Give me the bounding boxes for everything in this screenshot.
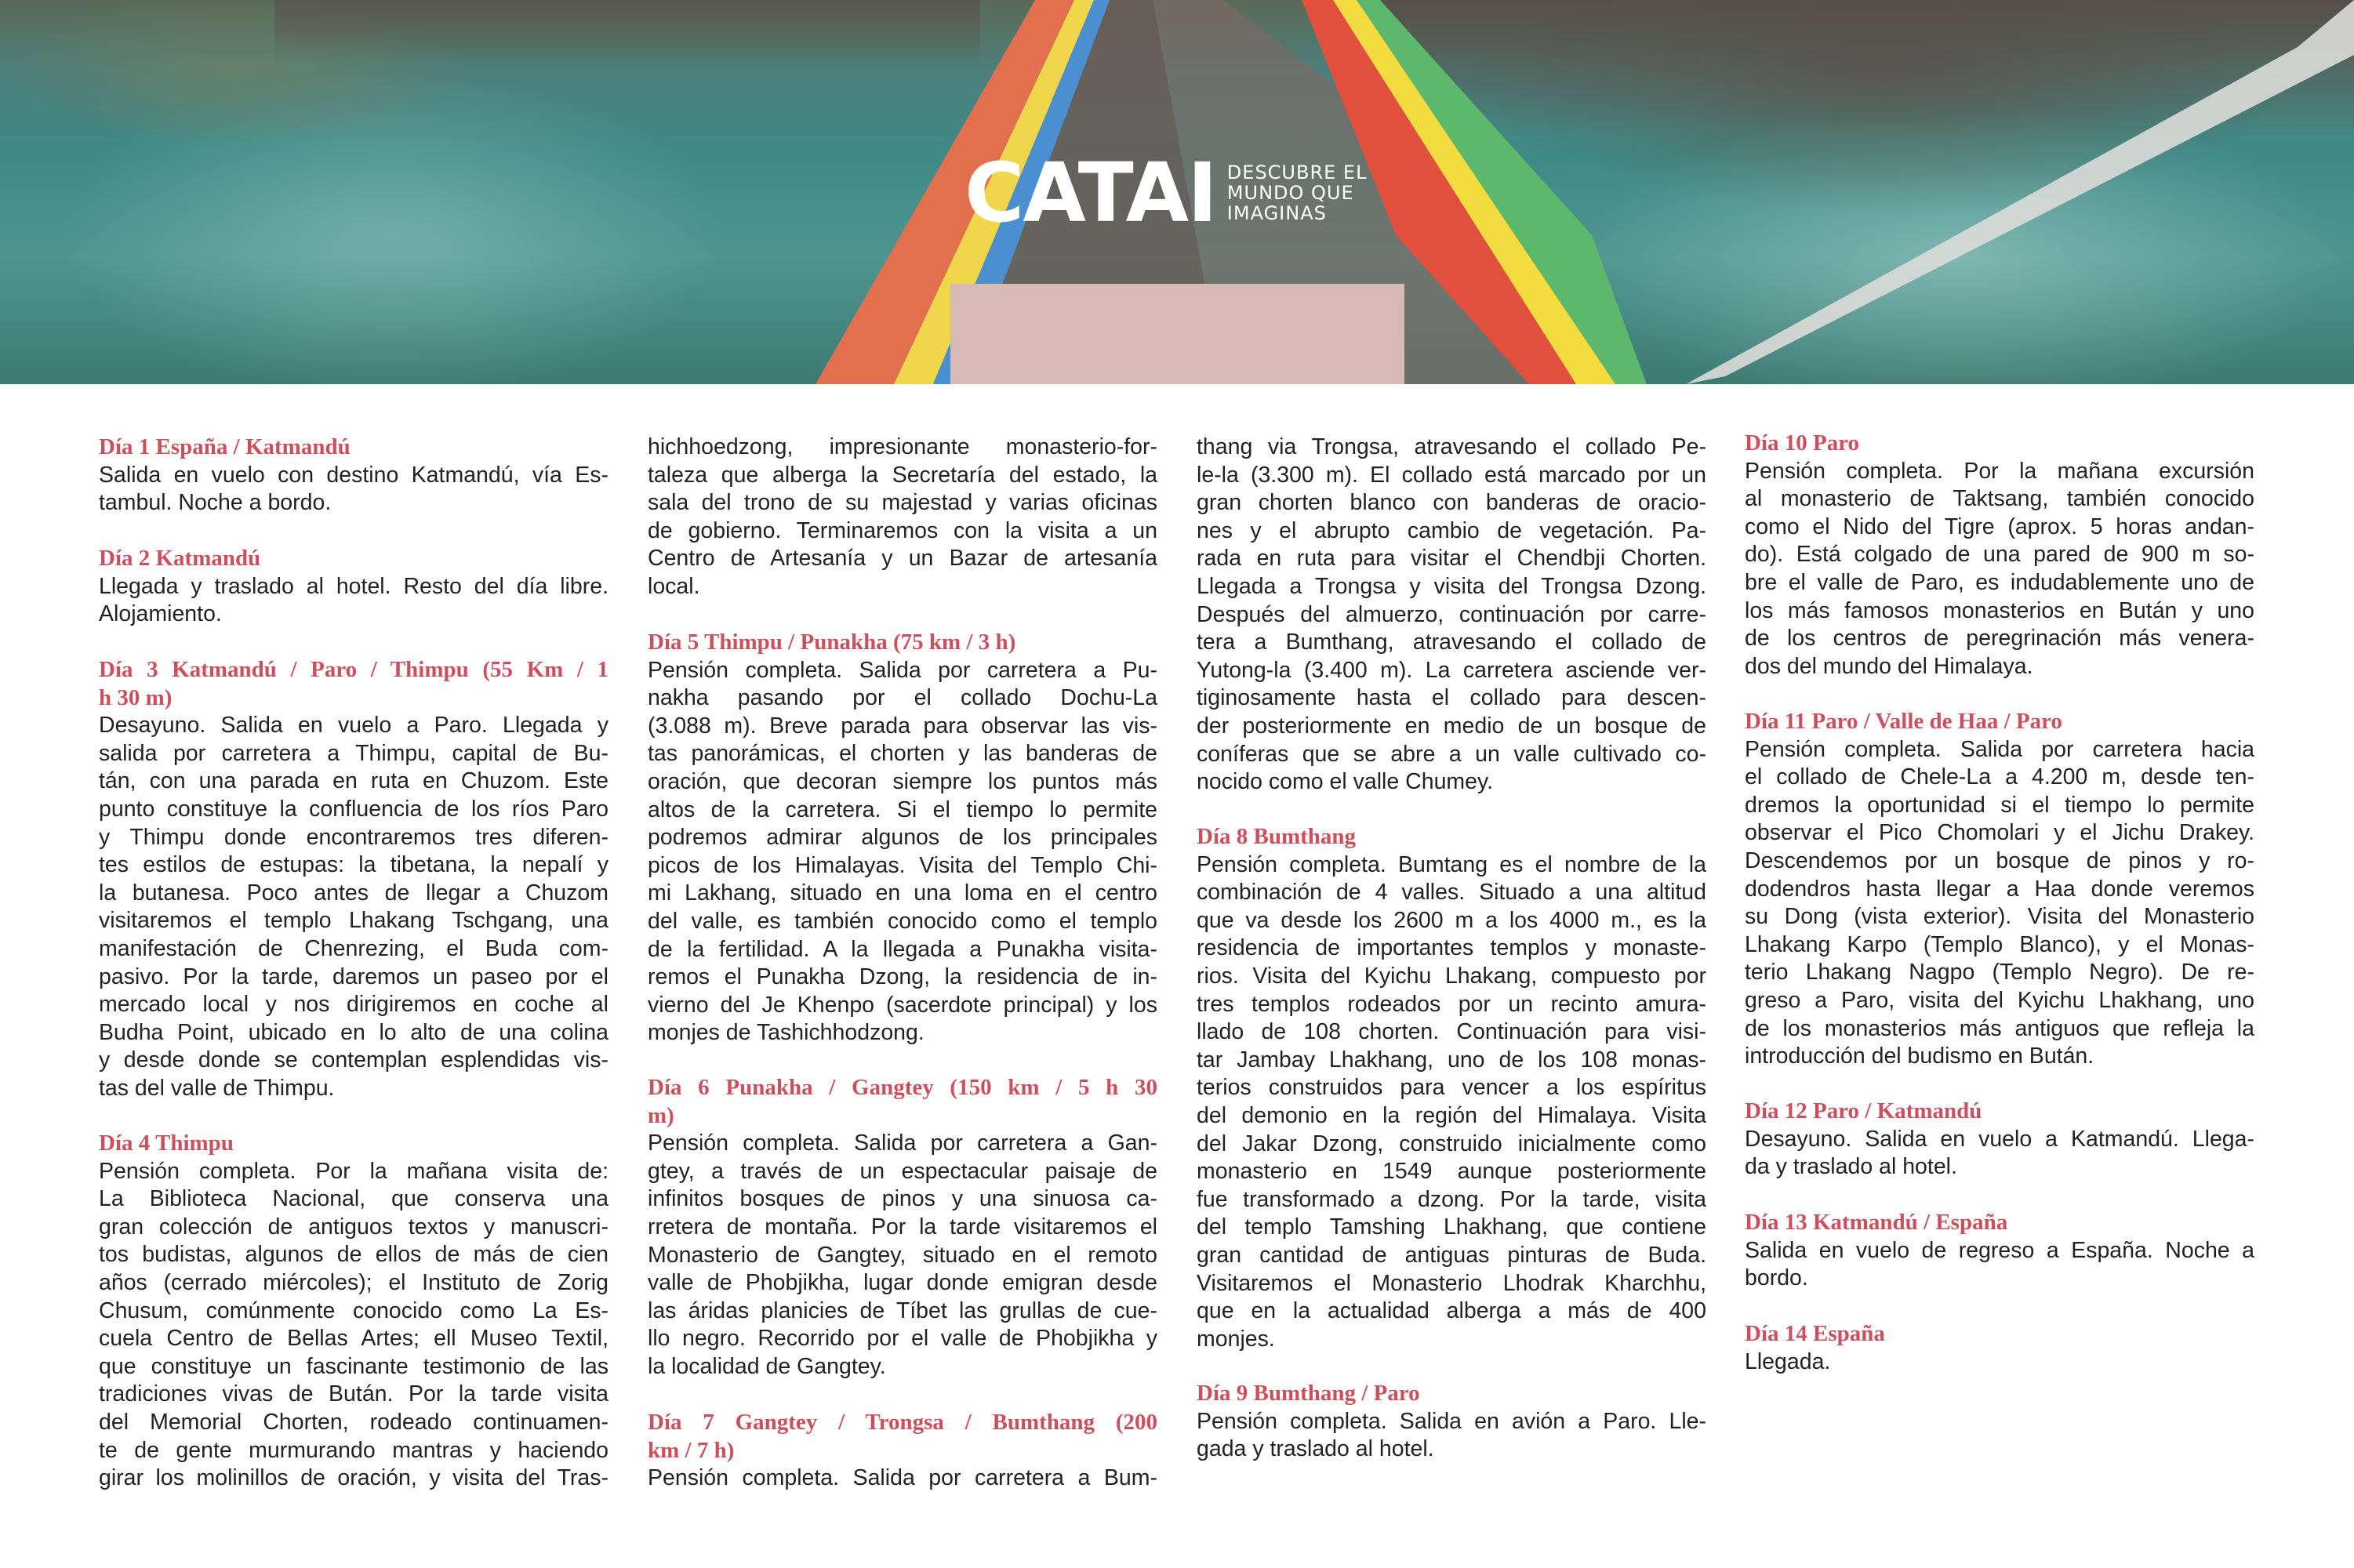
text-line: taleza que alberga la Secretaría del estado, la [648,462,1157,488]
text-line: local. [648,573,700,599]
text-line: Día 6 Punakha / Gangtey (150 km / 5 h 30 [648,1075,1157,1100]
day-title [648,1409,1157,1465]
text-line: dos del mundo del Himalaya. [1745,653,2033,679]
text-line: Descendemos por un bosque de pinos y ro- [1745,848,2254,873]
text-line: Día 2 Katmandú [99,546,261,571]
text-line: Pensión completa. Salida en avión a Paro. Lle- [1197,1408,1706,1434]
text-line: rada en ruta para visitar el Chendbji Chorten. [1197,546,1706,572]
day-description [1745,458,2254,681]
text-line: del templo Tamshing Lhakhang, que contiene [1197,1214,1706,1240]
text-line: cuela Centro de Bellas Artes; ell Museo Textil, [99,1326,608,1352]
text-line: m) [648,1102,674,1128]
text-line: da y traslado al hotel. [1745,1154,1957,1180]
text-line: monjes. [1197,1326,1275,1352]
day-title [99,656,608,712]
text-line: nakha pasando por el collado Dochu-La [648,685,1157,711]
text-line: (3.088 m). Breve parada para observar las vis- [648,713,1157,739]
text-line: Chusum, comúnmente conocido como La Es- [99,1298,608,1323]
text-line: gran cantidad de antiguas pinturas de Buda. [1197,1242,1706,1268]
text-line: tiginosamente hasta el collado para descen- [1197,685,1706,711]
text-line: Llegada. [1745,1348,1831,1374]
text-line: monjes de Tashichhodzong. [648,1020,925,1046]
day-description [1745,1237,2254,1293]
text-line: tas panorámicas, el chorten y las banderas de [648,741,1157,767]
text-line: años (cerrado miércoles); el Instituto de Zorig [99,1269,608,1295]
text-line: tambul. Noche a bordo. [99,490,332,516]
day-title [1745,430,2254,458]
day-entry [1197,823,1706,1353]
text-line: Lhakang Karpo (Templo Blanco), y el Monas- [1745,931,2254,957]
text-line: do). Está colgado de una pared de 900 m so- [1745,542,2254,568]
text-line: Desayuno. Salida en vuelo a Katmandú. Llega- [1745,1126,2254,1152]
text-line: dodendros hasta llegar a Haa donde veremos [1745,876,2254,902]
day-title [1745,1320,2254,1348]
logo-wordmark: CATAI [964,145,1216,241]
text-line: de los monasterios más antiguos que refleja la [1745,1015,2254,1041]
text-line: Pensión completa. Por la mañana visita de: [99,1158,608,1184]
text-line: gran chorten blanco con banderas de oracio- [1197,490,1706,516]
text-line: Día 9 Bumthang / Paro [1197,1381,1420,1406]
day-entry [1745,1098,2254,1181]
text-line: terios construidos para vencer a los espíritus [1197,1075,1706,1101]
text-line: tera a Bumthang, atravesando el collado de [1197,630,1706,655]
text-line: sala del trono de su majestad y varias oficinas [648,490,1157,516]
text-line: thang via Trongsa, atravesando el collado Pe- [1197,434,1706,459]
day-description [1197,434,1706,797]
text-line: Después del almuerzo, continuación por carre- [1197,601,1706,627]
day-description [648,434,1157,601]
text-line: altos de la carretera. Si el tiempo lo permite [648,797,1157,822]
day-entry [1745,1209,2254,1293]
day-description [1745,1348,2254,1377]
text-line: coníferas que se abre a un valle cultivado co- [1197,741,1706,767]
text-line: del Memorial Chorten, rodeado continuamen- [99,1409,608,1435]
text-line: Alojamiento. [99,601,222,627]
text-line: del valle, es también conocido como el templo [648,908,1157,934]
tagline-line: IMAGINAS [1226,202,1327,224]
text-line: introducción del budismo en Bután. [1745,1044,2094,1069]
text-line: nes y el abrupto cambio de vegetación. Pa- [1197,517,1706,543]
text-line: Monasterio de Gangtey, situado en el remoto [648,1242,1157,1268]
text-line: Budha Point, ubicado en lo alto de una colina [99,1019,608,1045]
day-description [99,1158,608,1493]
text-line: tres templos rodeados por un recinto amura- [1197,991,1706,1017]
day-title [648,1074,1157,1130]
text-line: rios. Visita del Kyichu Lhakang, compuesto por [1197,963,1706,989]
text-line: llo negro. Recorrido por el valle de Phobjikha y [648,1326,1157,1352]
text-line: Pensión completa. Salida por carretera hacia [1745,736,2254,762]
text-line: Pensión completa. Salida por carretera a Bum- [648,1465,1157,1491]
day-description [99,462,608,517]
text-line: gran colección de antiguos textos y manuscri- [99,1214,608,1240]
decorative-block [950,284,1404,384]
day-entry [99,545,608,629]
text-line: Día 7 Gangtey / Trongsa / Bumthang (200 [648,1410,1157,1435]
day-description [1745,736,2254,1071]
text-line: mi Lakhang, situado en una loma en el centro [648,880,1157,906]
text-line: los más famosos monasterios en Bután y uno [1745,597,2254,623]
text-line: que constituye un fascinante testimonio de las [99,1353,608,1379]
text-line: del Jakar Dzong, construido inicialmente como [1197,1131,1706,1156]
text-line: la localidad de Gangtey. [648,1353,886,1379]
day-description [99,573,608,629]
day-entry [99,656,608,1103]
text-line: remos el Punakha Dzong, la residencia de in- [648,964,1157,990]
text-line: Día 12 Paro / Katmandú [1745,1098,1982,1123]
day-title [1197,1380,1706,1408]
text-line: tradiciones vivas de Bután. Por la tarde visita [99,1381,608,1407]
text-line: de los centros de peregrinación más venera- [1745,626,2254,652]
day-description [648,1130,1157,1381]
day-entry [99,1130,608,1493]
tagline-line: DESCUBRE EL [1226,162,1368,183]
text-line: dremos la oportunidad si el tiempo lo permite [1745,792,2254,818]
day-entry [99,434,608,517]
day-title [1745,1098,2254,1126]
text-line: Día 14 España [1745,1321,1885,1346]
text-line: la butanesa. Poco antes de llegar a Chuzom [99,880,608,906]
text-line: tar Jambay Lhakhang, uno de los 108 monas- [1197,1047,1706,1073]
text-line: fue transformado a dzong. Por la tarde, visita [1197,1186,1706,1212]
day-continuation [648,434,1157,601]
text-line: Pensión completa. Salida por carretera a Pu- [648,657,1157,683]
text-line: residencia de importantes templos y monaste- [1197,935,1706,961]
day-description [648,657,1157,1047]
text-line: Pensión completa. Por la mañana excursión [1745,458,2254,484]
text-line: Desayuno. Salida en vuelo a Paro. Llegada y [99,713,608,739]
text-line: Día 1 España / Katmandú [99,434,351,459]
text-line: Pensión completa. Bumtang es el nombre de la [1197,851,1706,877]
day-title [99,434,608,462]
text-line: rretera de montaña. Por la tarde visitaremos el [648,1214,1157,1240]
day-description [1197,851,1706,1354]
day-entry [1745,1320,2254,1376]
text-line: Salida en vuelo con destino Katmandú, vía Es- [99,462,608,488]
hero-photo-banner [0,0,2354,384]
text-line: podremos admirar algunos de los principales [648,825,1157,851]
text-line: Día 3 Katmandú / Paro / Thimpu (55 Km / 1 [99,657,608,682]
text-line: llado de 108 chorten. Continuación para visi- [1197,1019,1706,1045]
text-line: bordo. [1745,1265,1808,1291]
day-entry [648,1074,1157,1381]
day-entry [1197,1380,1706,1464]
text-line: tán, con una parada en ruta en Chuzom. Este [99,768,608,794]
text-line: y Thimpu donde encontraremos tres diferen- [99,824,608,850]
day-continuation [1197,434,1706,797]
day-title [1745,708,2254,736]
text-line: gada y traslado al hotel. [1197,1436,1434,1462]
logo-tagline [1227,162,1368,223]
text-line: punto constituye la confluencia de los ríos Paro [99,796,608,822]
text-line: Pensión completa. Salida por carretera a Gan- [648,1131,1157,1156]
text-line: Día 5 Thimpu / Punakha (75 km / 3 h) [648,630,1016,655]
text-line: bre el valle de Paro, es indudablemente uno de [1745,569,2254,595]
day-title [1745,1209,2254,1237]
text-line: Día 10 Paro [1745,430,1860,456]
text-line: manifestación de Chenrezing, el Buda com- [99,935,608,961]
text-line: La Biblioteca Nacional, que conserva una [99,1186,608,1212]
text-line: Centro de Artesanía y un Bazar de artesanía [648,546,1157,572]
day-entry [1745,430,2254,681]
text-line: infinitos bosques de pinos y una sinuosa ca- [648,1186,1157,1212]
text-line: greso a Paro, visita del Kyichu Lhakhang, uno [1745,987,2254,1013]
text-line: Día 13 Katmandú / España [1745,1210,2008,1235]
text-line: oración, que decoran siempre los puntos más [648,768,1157,794]
text-line: Día 4 Thimpu [99,1131,234,1156]
text-line: le-la (3.300 m). El collado está marcado por un [1197,462,1706,488]
text-line: el collado de Chele-La a 4.200 m, desde ten- [1745,764,2254,790]
text-line: las áridas planicies de Tíbet las grullas de cue- [648,1298,1157,1323]
text-line: pasivo. Por la tarde, daremos un paseo por el [99,964,608,989]
day-title [99,1130,608,1158]
day-description [1197,1408,1706,1464]
text-line: km / 7 h) [648,1437,735,1463]
text-line: Día 11 Paro / Valle de Haa / Paro [1745,709,2062,734]
text-line: hichhoedzong, impresionante monasterio-for- [648,434,1157,459]
day-entry [648,629,1157,1047]
text-line: der posteriormente en medio de un bosque de [1197,713,1706,739]
text-line: como el Nido del Tigre (aprox. 5 horas andan- [1745,514,2254,539]
day-title [1197,823,1706,851]
day-description [99,712,608,1102]
text-line: visitaremos el templo Lhakang Tschgang, una [99,908,608,934]
text-line: Yutong-la (3.400 m). La carretera asciende ver- [1197,657,1706,683]
text-line: nocido como el valle Chumey. [1197,769,1494,795]
text-line: que va desde los 2600 m a los 4000 m., es la [1197,907,1706,933]
text-line: girar los molinillos de oración, y visita del Tras- [99,1465,608,1491]
day-title [99,545,608,573]
tagline-line: MUNDO QUE [1226,182,1354,204]
text-line: vierno del Je Khenpo (sacerdote principal) y los [648,992,1157,1018]
text-line: Llegada y traslado al hotel. Resto del día libre. [99,573,608,599]
text-line: al monasterio de Taktsang, también conocido [1745,486,2254,512]
day-description [1745,1126,2254,1181]
text-line: Llegada a Trongsa y visita del Trongsa Dzong. [1197,573,1706,599]
catai-logo [964,145,1368,241]
text-line: combinación de 4 valles. Situado a una altitud [1197,880,1706,906]
text-line: Visitaremos el Monasterio Lhodrak Kharchhu, [1197,1270,1706,1296]
text-line: monasterio en 1549 aunque posteriormente [1197,1159,1706,1185]
text-line: tos budistas, algunos de ellos de más de cien [99,1242,608,1268]
day-description [648,1465,1157,1493]
text-line: tas del valle de Thimpu. [99,1075,335,1101]
text-line: gtey, a través de un espectacular paisaje de [648,1158,1157,1184]
text-line: mercado local y nos dirigiremos en coche al [99,992,608,1018]
text-line: salida por carretera a Thimpu, capital de Bu- [99,740,608,766]
text-line: terio Lhakang Nagpo (Templo Negro). De re- [1745,960,2254,985]
day-entry [1745,708,2254,1071]
text-line: h 30 m) [99,684,173,710]
text-line: su Dong (vista exterior). Visita del Monasterio [1745,904,2254,930]
text-line: tes estilos de estupas: la tibetana, la nepalí y [99,852,608,878]
text-line: valle de Phobjikha, lugar donde emigran desde [648,1270,1157,1296]
text-line: del demonio en la región del Himalaya. Visita [1197,1102,1706,1128]
day-title [648,629,1157,657]
text-line: que en la actualidad alberga a más de 400 [1197,1298,1706,1324]
day-entry [648,1409,1157,1493]
text-line: y desde donde se contemplan esplendidas vis- [99,1047,608,1073]
text-line: te de gente murmurando mantras y haciendo [99,1437,608,1463]
text-line: observar el Pico Chomolari y el Jichu Drakey. [1745,820,2254,846]
text-line: picos de los Himalayas. Visita del Templo Chi- [648,852,1157,878]
text-line: de gobierno. Terminaremos con la visita a un [648,517,1157,543]
text-line: Día 8 Bumthang [1197,824,1357,849]
text-line: de la fertilidad. A la llegada a Punakha visita- [648,936,1157,962]
text-line: Salida en vuelo de regreso a España. Noche a [1745,1237,2254,1263]
